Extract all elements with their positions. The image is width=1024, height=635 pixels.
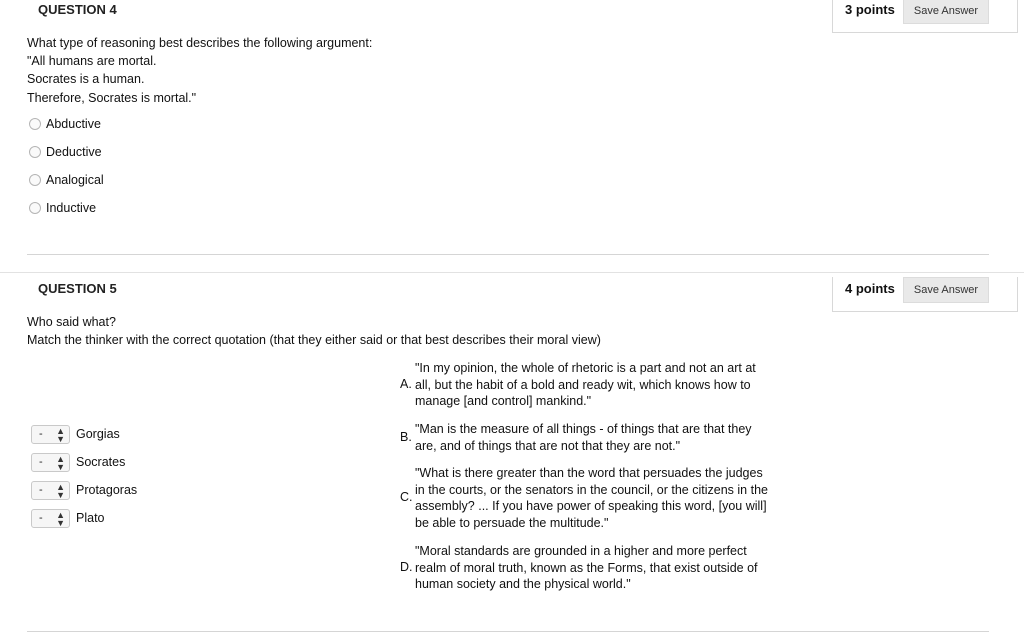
question-4-points-box <box>832 0 1018 33</box>
quote-d <box>400 543 775 593</box>
quote-letter: B. <box>400 430 412 444</box>
option-deductive[interactable] <box>29 143 102 161</box>
question-5-title: QUESTION 5 <box>38 281 117 296</box>
question-4-points: 3 points <box>845 2 895 17</box>
quote-text: "In my opinion, the whole of rhetoric is a part and not an art at all, but the habit of a bold and ready wit, which knows how to manage [and control] mankind." <box>415 361 756 408</box>
question-5-points-box <box>832 277 1018 312</box>
radio-button[interactable] <box>29 202 41 214</box>
radio-button[interactable] <box>29 174 41 186</box>
radio-button[interactable] <box>29 146 41 158</box>
question-5-divider <box>27 631 989 632</box>
option-label: Analogical <box>46 173 104 187</box>
question-4-prompt-line: "All humans are mortal. <box>27 54 157 68</box>
question-4-prompt-line: Socrates is a human. <box>27 72 145 86</box>
option-label: Deductive <box>46 145 102 159</box>
match-row-gorgias <box>31 424 120 444</box>
question-5-prompt-line: Match the thinker with the correct quotation (that they either said or that best describes their moral view) <box>27 333 601 347</box>
updown-arrow-icon: ▲ ▼ <box>56 481 65 500</box>
match-select[interactable]: - ▲ ▼ <box>31 481 70 500</box>
quote-a <box>400 360 775 410</box>
question-5-save-button[interactable]: Save Answer <box>903 277 989 303</box>
question-5-prompt-line: Who said what? <box>27 315 116 329</box>
quote-letter: C. <box>400 490 413 504</box>
updown-arrow-icon: ▲ ▼ <box>56 425 65 444</box>
option-abductive[interactable] <box>29 115 101 133</box>
thinker-name: Plato <box>76 511 105 525</box>
question-4-header <box>0 0 1024 30</box>
option-label: Abductive <box>46 117 101 131</box>
question-5-points: 4 points <box>845 281 895 296</box>
question-4-prompt-line: Therefore, Socrates is mortal." <box>27 91 197 105</box>
option-inductive[interactable] <box>29 199 96 217</box>
match-row-protagoras <box>31 480 137 500</box>
thinker-name: Protagoras <box>76 483 138 497</box>
match-select[interactable]: - ▲ ▼ <box>31 453 70 472</box>
question-4-prompt-line: What type of reasoning best describes the following argument: <box>27 36 373 50</box>
updown-arrow-icon: ▲ ▼ <box>56 453 65 472</box>
thinker-name: Gorgias <box>76 427 120 441</box>
option-analogical[interactable] <box>29 171 104 189</box>
quote-letter: A. <box>400 377 412 391</box>
question-5-header <box>0 279 1024 309</box>
question-4-save-button[interactable]: Save Answer <box>903 0 989 24</box>
quote-letter: D. <box>400 560 413 574</box>
section-separator <box>0 272 1024 273</box>
match-row-socrates <box>31 452 125 472</box>
radio-button[interactable] <box>29 118 41 130</box>
option-label: Inductive <box>46 201 97 215</box>
match-select[interactable]: - ▲ ▼ <box>31 425 70 444</box>
quote-c <box>400 465 775 531</box>
question-4-title: QUESTION 4 <box>38 2 117 17</box>
updown-arrow-icon: ▲ ▼ <box>56 509 65 528</box>
quote-text: "Man is the measure of all things - of things that are that they are, and of things that are not that they are not." <box>415 422 752 453</box>
match-row-plato <box>31 508 105 528</box>
question-4-divider <box>27 254 989 255</box>
thinker-name: Socrates <box>76 455 126 469</box>
quote-b <box>400 421 775 455</box>
quote-text: "What is there greater than the word that persuades the judges in the courts, or the senators in the council, or the citizens in the assembly? ... If you have power of speaking this word, [you will] be able to persuade the multitude." <box>415 466 768 530</box>
match-select[interactable]: - ▲ ▼ <box>31 509 70 528</box>
quote-text: "Moral standards are grounded in a higher and more perfect realm of moral truth, known as the Forms, that exist outside of human society and the physical world." <box>415 544 758 591</box>
